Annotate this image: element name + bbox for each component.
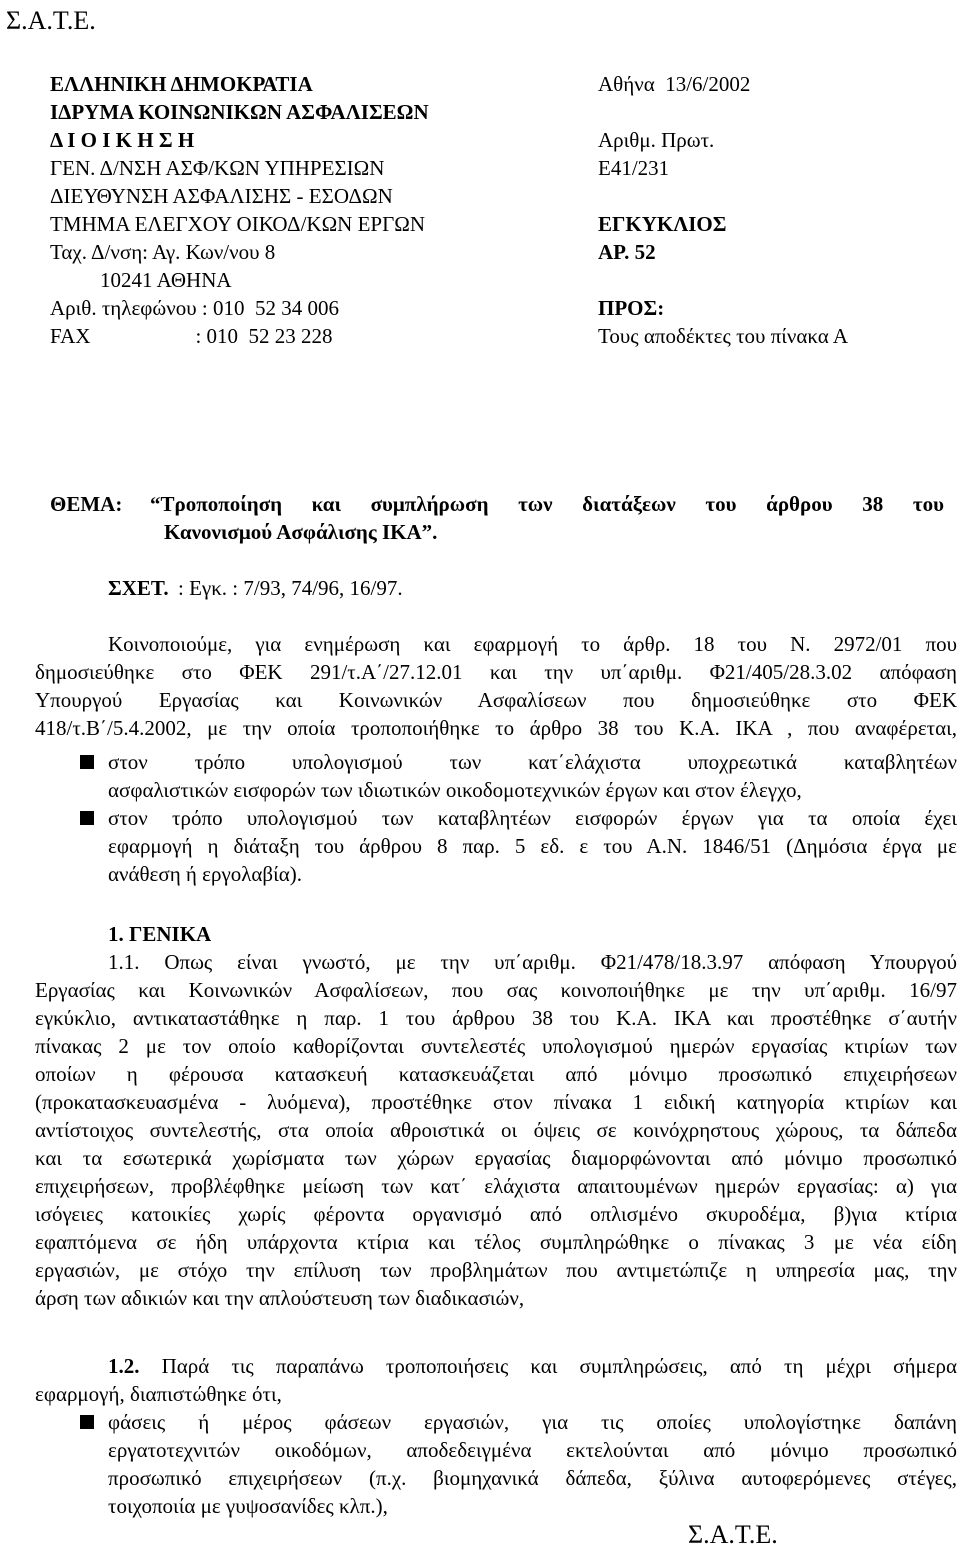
- recipients: Τους αποδέκτες του πίνακα Α: [598, 324, 849, 348]
- reference-text: : Εγκ. : 7/93, 74/96, 16/97.: [178, 576, 403, 600]
- bullet-item-2: [108, 804, 957, 888]
- header-left-line-6: ΤΜΗΜΑ ΕΛΕΓΧΟΥ ΟΙΚΟΔ/ΚΩΝ ΕΡΓΩΝ: [50, 212, 426, 236]
- subject-label: ΘΕΜΑ:: [50, 492, 123, 516]
- section-1-1-paragraph: [35, 948, 957, 1312]
- subject-line-2: Κανονισμού Ασφάλισης ΙΚΑ”.: [164, 520, 438, 544]
- bullet-3-line-4: τοιχοποιία με γυψοσανίδες κλπ.),: [108, 1494, 388, 1518]
- s11-line-11: εφαπτόμενα σε ήδη υπάρχοντα κτίρια και τέλος συμπληρώθηκε ο πίνακας 3 με νέα είδη: [35, 1230, 957, 1254]
- s11-first-text: Οπως είναι γνωστό, με την υπ΄αριθμ. Φ21/478/18.3.97 απόφαση Υπουργού: [164, 950, 957, 974]
- section-1-2-paragraph: [35, 1352, 957, 1408]
- circular-number: ΑΡ. 52: [598, 240, 656, 264]
- s12-number: 1.2.: [108, 1354, 140, 1378]
- s12-line-1: [35, 1352, 957, 1380]
- bullet-2-line-1: στον τρόπο υπολογισμού των καταβλητέων εισφορών έργων για τα οποία έχει: [108, 806, 957, 830]
- s11-number: 1.1.: [108, 950, 140, 974]
- s11-line-12: εργασιών, με στόχο την επίλυση των προβλημάτων που αντιμετώπιζε η υπηρεσία μας, την: [35, 1258, 957, 1282]
- s11-line-13: άρση των αδικιών και την απλούστευση των διαδικασιών,: [35, 1286, 525, 1310]
- bullet-2-line-2: εφαρμογή η διάταξη του άρθρου 8 παρ. 5 εδ. ε του Α.Ν. 1846/51 (Δημόσια έργα με: [108, 834, 957, 858]
- reference-label: ΣΧΕΤ.: [108, 576, 169, 600]
- letter-date: Αθήνα 13/6/2002: [598, 72, 751, 96]
- bullet-marker: [80, 811, 94, 825]
- intro-line-4: 418/τ.Β΄/5.4.2002, με την οποία τροποποιήθηκε το άρθρο 38 του Κ.Α. ΙΚΑ , που αναφέρεται,: [35, 716, 957, 740]
- watermark-top: Σ.Α.Τ.Ε.: [6, 6, 96, 35]
- header-left-line-5: ΔΙΕΥΘΥΝΣΗ ΑΣΦΑΛΙΣΗΣ - ΕΣΟΔΩΝ: [50, 184, 393, 208]
- section-1-title: 1. ΓΕΝΙΚΑ: [108, 922, 212, 946]
- header-left-line-10: FAX : 010 52 23 228: [50, 324, 333, 348]
- header-left-line-3: Δ Ι Ο Ι Κ Η Σ Η: [50, 128, 195, 152]
- protocol-number: Ε41/231: [598, 156, 670, 180]
- header-left-line-4: ΓΕΝ. Δ/ΝΣΗ ΑΣΦ/ΚΩΝ ΥΠΗΡΕΣΙΩΝ: [50, 156, 385, 180]
- bullet-3-line-2: εργατοτεχνιτών οικοδόμων, αποδεδειγμένα εκτελούνται από μόνιμο προσωπικό: [108, 1438, 957, 1462]
- to-label: ΠΡΟΣ:: [598, 296, 665, 320]
- s11-line-1: [35, 948, 957, 976]
- s11-line-5: οποίων η φέρουσα κατασκευή κατασκευάζεται από μόνιμο προσωπικό επιχειρήσεων: [35, 1062, 957, 1086]
- bullet-1-line-1: στον τρόπο υπολογισμού των κατ΄ελάχιστα υποχρεωτικά καταβλητέων: [108, 750, 957, 774]
- s11-line-4: πίνακας 2 με τον οποίο καθορίζονται συντελεστές υπολογισμού ημερών εργασίας κτιρίων των: [35, 1034, 957, 1058]
- intro-line-2: δημοσιεύθηκε στο ΦΕΚ 291/τ.Α΄/27.12.01 και την υπ΄αριθμ. Φ21/405/28.3.02 απόφαση: [35, 660, 957, 684]
- bullet-item-1: [108, 748, 957, 804]
- s11-line-3: εγκύκλιο, αντικαταστάθηκε η παρ. 1 του άρθρου 38 του Κ.Α. ΙΚΑ και προστέθηκε σ΄αυτήν: [35, 1006, 957, 1030]
- bullet-item-3: [108, 1408, 957, 1520]
- header-left-line-8: 10241 ΑΘΗΝΑ: [100, 268, 232, 292]
- bullet-3-line-1: φάσεις ή μέρος φάσεων εργασιών, για τις οποίες υπολογίστηκε δαπάνη: [108, 1410, 957, 1434]
- bullet-marker: [80, 1415, 94, 1429]
- header-left-line-1: ΕΛΛΗΝΙΚΗ ΔΗΜΟΚΡΑΤΙΑ: [50, 72, 313, 96]
- s11-line-2: Εργασίας και Κοινωνικών Ασφαλίσεων, που σας κοινοποιήθηκε με την υπ΄αριθμ. 16/97: [35, 978, 957, 1002]
- bullet-1-line-2: ασφαλιστικών εισφορών των ιδιωτικών οικοδομοτεχνικών έργων και στον έλεγχο,: [108, 778, 802, 802]
- bullet-marker: [80, 755, 94, 769]
- header-left-line-9: Αριθ. τηλεφώνου : 010 52 34 006: [50, 296, 339, 320]
- subject-line-1: “Τροποποίηση και συμπλήρωση των διατάξεων του άρθρου 38 του: [150, 492, 944, 516]
- s11-line-7: αντίστοιχος συντελεστής, στα οποία αθροιστικά οι όψεις σε κοινόχρηστους χώρους, τα δάπεδα: [35, 1118, 957, 1142]
- header-left-line-2: ΙΔΡΥΜΑ ΚΟΙΝΩΝΙΚΩΝ ΑΣΦΑΛΙΣΕΩΝ: [50, 100, 429, 124]
- s12-line-2: εφαρμογή, διαπιστώθηκε ότι,: [35, 1382, 282, 1406]
- s11-line-8: και τα εσωτερικά χωρίσματα των χώρων εργασίας διαμορφώνονται από μόνιμο προσωπικό: [35, 1146, 957, 1170]
- intro-line-1: Κοινοποιούμε, για ενημέρωση και εφαρμογή το άρθρ. 18 του Ν. 2972/01 που: [108, 632, 957, 656]
- bullet-2-line-3: ανάθεση ή εργολαβία).: [108, 862, 303, 886]
- s11-line-6: (προκατασκευασμένα - λυόμενα), προστέθηκε στον πίνακα 1 ειδική κατηγορία κτιρίων και: [35, 1090, 957, 1114]
- s11-line-9: επιχειρήσεων, προβλέφθηκε μείωση των κατ΄ ελάχιστα απαιτουμένων ημερών εργασίας: α) για: [35, 1174, 957, 1198]
- protocol-label: Αριθμ. Πρωτ.: [598, 128, 715, 152]
- bullet-3-line-3: προσωπικό επιχειρήσεων (π.χ. βιομηχανικά δάπεδα, ξύλινα αυτοφερόμενες στέγες,: [108, 1466, 957, 1490]
- s12-first-text: Παρά τις παραπάνω τροποποιήσεις και συμπληρώσεις, από τη μέχρι σήμερα: [161, 1354, 957, 1378]
- circular-label: ΕΓΚΥΚΛΙΟΣ: [598, 212, 727, 236]
- watermark-bottom: Σ.Α.Τ.Ε.: [688, 1520, 778, 1549]
- header-left-line-7: Ταχ. Δ/νση: Αγ. Κων/νου 8: [50, 240, 276, 264]
- intro-paragraph: [35, 630, 957, 742]
- s11-line-10: ισόγειες κατοικίες χωρίς φέροντα οργανισμό από οπλισμένο σκυροδέμα, β)για κτίρια: [35, 1202, 957, 1226]
- intro-line-3: Υπουργού Εργασίας και Κοινωνικών Ασφαλίσεων που δημοσιεύθηκε στο ΦΕΚ: [35, 688, 957, 712]
